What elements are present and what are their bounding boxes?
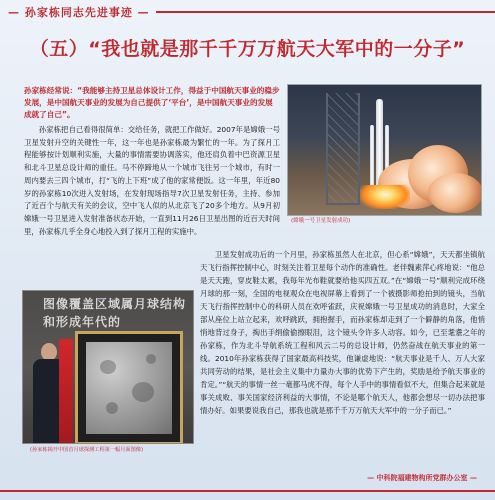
header-bar xyxy=(0,0,495,24)
photo2-banner-text: 图像覆盖区域属月球结构和形成年代的 xyxy=(43,297,187,329)
crater xyxy=(106,402,118,414)
footer-rule xyxy=(0,490,495,492)
rocket-launch-photo xyxy=(287,84,482,216)
moon-surface-image xyxy=(86,342,172,434)
moon-image-unveiling-photo xyxy=(22,290,194,444)
header-rule xyxy=(120,11,495,13)
rocket-booster-left xyxy=(370,125,374,191)
smoke-cloud xyxy=(428,173,482,213)
launch-tower xyxy=(326,93,360,205)
crater xyxy=(146,354,156,364)
red-ribbon xyxy=(59,339,73,443)
photo2-caption: (孙家栋揭开中国首月球探测工程第一幅月面图像) xyxy=(30,447,143,453)
rocket-flame xyxy=(360,185,410,209)
photo1-caption: (嫦娥一号卫星发射成功) xyxy=(291,218,351,224)
section-label: — 孙家栋同志先进事迹 — xyxy=(8,4,156,20)
moon-image-frame xyxy=(75,331,183,444)
highlight-quote: 孙家栋经常说：“我能够主持卫星总体设计工作，得益于中国航天事业的稳步发展，是中国航天事业的发展为自己提供了‘平台’，是中国航天事业的发展成就了自己”。 xyxy=(24,86,280,119)
footer-credit: — 中科院福建物构所党群办公室 — xyxy=(367,474,477,482)
crater xyxy=(132,382,154,402)
body-paragraph-2: 卫星发射成功后的一个月里，孙家栋虽然人在北京，但心系“嫦娥”，天天都坐镇航天飞行指挥控制中心，时刻关注着卫星每个动作的准确性。老伴魏素萍心疼地说：“他总是天天跑，穿皮鞋太累，我每年光布鞋就要给他买四五双。”在“嫦娥一号”顺利完成环绕月球的那一刻，全国的电视观众在电视屏幕上看到了一个被摄影师抢拍到的镜头，当航天飞行指挥控制中心的科研人员在欢呼雀跃，庆祝嫦娥一号卫星成功的消息时，大家全部从座位上站立起来，欢呼跳跃，拥抱握手，而孙家栋却走到了一个僻静的角落，他悄悄地背过身子，掏出手绢偷偷擦眼泪，这个镜头令许多人动容。如今，已至耄耋之年的孙家栋，作为北斗导航系统工程和风云二号的总设计师，仍然奋战在航天事业的第一线。2010年孙家栋获得了国家最高科技奖，他谦虚地说：“航天事业是千人、万人大家共同劳动的结果，是社会主义集中力量办大事的优势下产生的，奖励是给予航天事业的肯定。”“航天的事情一丝一毫都马虎不得，每个人手中的事情看似不大，但集合起来就是事关成败、事关国家经济利益的大事情，不论是哪个航天人，他都会想尽一切办法把事情办好。如果要说我自己，那我也就是那千千万万航天大军中的一分子而已。” xyxy=(200,250,485,415)
body-paragraph-1: 孙家栋把自己看得很简单：交给任务，就把工作做好。2007年是嫦娥一号卫星发射升空的关键性一年，这一年也是孙家栋最为繁忙的一年。为了探月工程能够按计划顺利实施，大量的事情需要协调落实，他还肩负着中巴资源卫星和北斗卫星总设计师的重任。马不停蹄地从一个城市飞往另一个城市，有时一周内要去三四个城市，打“飞的上下班”成了他的家常便饭。这一年里，年近80岁的孙家栋10次进入发射场，在发射现场指导7次卫星发射任务，主持、参加了近百个与航天有关的会议，空中飞人似的从北京飞了20多个地方。从9月初嫦娥一号卫星进入发射准备状态开始，一直到11月26日卫星出图的近百天时间里，孙家栋几乎全身心地投入到了探月工程的实施中。 xyxy=(24,125,280,236)
crater xyxy=(100,360,116,374)
page-title: （五）“我也就是那千千万万航天大军中的一分子” xyxy=(29,38,466,60)
